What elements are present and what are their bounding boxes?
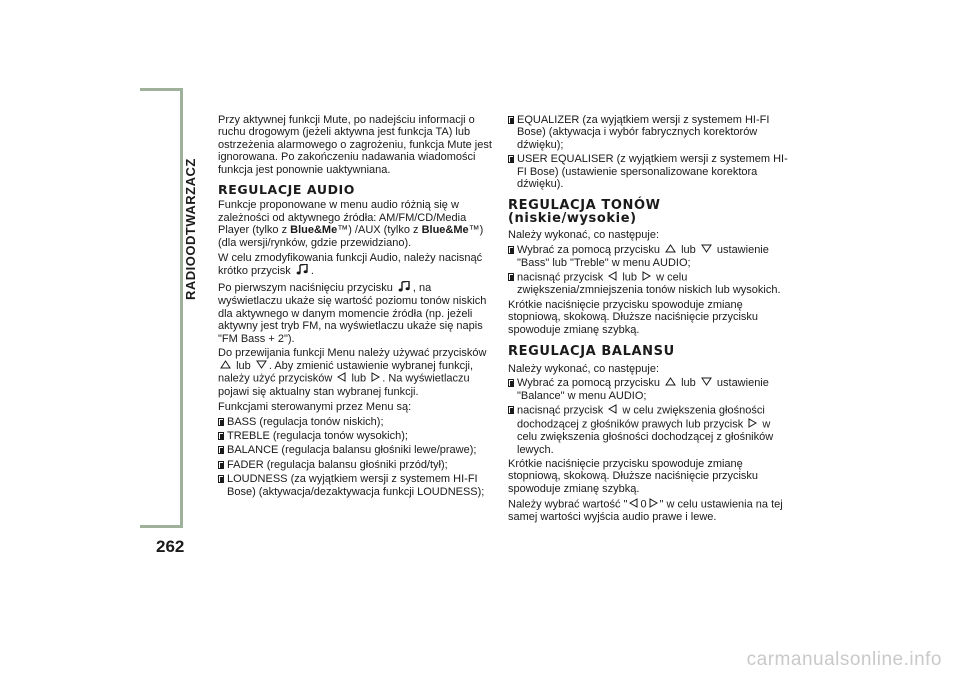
- checkbox-bullet-icon: [218, 475, 224, 483]
- triangle-down-icon: [256, 360, 267, 372]
- list-item: nacisnąć przycisk lub w celu zwiększenia/zmniejszenia tonów niskich lub wysokich.: [508, 271, 788, 297]
- checkbox-bullet-icon: [508, 155, 514, 163]
- triangle-right-icon: [649, 498, 658, 511]
- page-number: 262: [156, 537, 185, 556]
- checkbox-bullet-icon: [508, 273, 514, 281]
- music-note-icon: [398, 281, 411, 295]
- balance-zero-paragraph: Należy wybrać wartość " 0 " w celu ustawienia na tej samej wartości wyjścia audio prawe i lewe.: [508, 498, 783, 524]
- triangle-right-icon: [371, 372, 380, 385]
- heading-balance: REGULACJA BALANSU: [508, 344, 675, 360]
- balance-press-paragraph: Krótkie naciśnięcie przycisku spowoduje zmianę stopniową, skokową. Dłuższe naciśnięcie przycisku spowoduje zmianę szybką.: [508, 457, 759, 495]
- triangle-left-icon: [608, 404, 617, 417]
- list-item: Wybrać za pomocą przycisku lub ustawienie "Bass" lub "Treble" w menu AUDIO;: [508, 244, 788, 269]
- checkbox-bullet-icon: [218, 418, 224, 426]
- left-column: [218, 114, 496, 500]
- triangle-left-icon: [337, 372, 346, 385]
- triangle-up-icon: [665, 244, 676, 256]
- list-item: USER EQUALISER (z wyjątkiem wersji z systemem HI-FI Bose) (ustawienie spersonalizowane korektora dźwięku).: [508, 153, 788, 190]
- checkbox-bullet-icon: [218, 461, 224, 469]
- heading-tone: REGULACJA TONÓW (niskie/wysokie): [508, 198, 661, 226]
- brand-blueandme: Blue&Me: [290, 224, 338, 237]
- sidebar-rule: [180, 88, 183, 528]
- list-item: Wybrać za pomocą przycisku lub ustawienie "Balance" w menu AUDIO;: [508, 377, 788, 402]
- sidebar-rule-top: [140, 88, 183, 91]
- list-item: TREBLE (regulacja tonów wysokich);: [218, 430, 496, 442]
- list-item: nacisnąć przycisk w celu zwiększenia głośności dochodzącej z głośników prawych lub przycisk w celu zwiększenia głośności dochodzącej z głośników lewych.: [508, 404, 788, 456]
- tone-intro: Należy wykonać, co następuje:: [508, 229, 660, 242]
- checkbox-bullet-icon: [508, 379, 514, 387]
- checkbox-bullet-icon: [218, 432, 224, 440]
- triangle-right-icon: [642, 271, 651, 284]
- list-item: LOUDNESS (za wyjątkiem wersji z systemem HI-FI Bose) (aktywacja/dezaktywacja funkcji LOUDNESS);: [218, 473, 496, 498]
- list-item: FADER (regulacja balansu głośniki przód/tył);: [218, 459, 496, 471]
- first-press-paragraph: Po pierwszym naciśnięciu przycisku , na wyświetlaczu ukaże się wartość poziomu tonów niskich dla aktywnego w danym momencie źródła (np. jeżeli aktywny jest tryb FM, na wyświetlaczu ukaże się napis "FM Bass + 2").: [218, 281, 487, 345]
- list-item: EQUALIZER (za wyjątkiem wersji z systemem HI-FI Bose) (aktywacja i wybór fabrycznych korektorów dźwięku);: [508, 114, 788, 151]
- triangle-right-icon: [748, 418, 757, 431]
- music-note-icon: [296, 264, 309, 278]
- checkbox-bullet-icon: [508, 246, 514, 254]
- section-title: RADIOODTWARZACZ: [183, 158, 198, 300]
- checkbox-bullet-icon: [508, 406, 514, 414]
- triangle-left-icon: [629, 498, 638, 511]
- tone-press-paragraph: Krótkie naciśnięcie przycisku spowoduje zmianę stopniową, skokową. Dłuższe naciśnięcie przycisku spowoduje zmianę szybką.: [508, 298, 759, 336]
- sidebar-rule-bottom: [140, 525, 183, 528]
- triangle-up-icon: [220, 360, 231, 372]
- list-item: BALANCE (regulacja balansu głośniki lewe/prawe);: [218, 444, 496, 456]
- balance-intro: Należy wykonać, co następuje:: [508, 362, 660, 375]
- menu-functions-intro: Funkcjami sterowanymi przez Menu są:: [218, 400, 412, 413]
- scroll-menu-paragraph: Do przewijania funkcji Menu należy używać przycisków lub . Aby zmienić ustawienie wybranej funkcji, należy użyć przycisków lub . Na wyświetlaczu pojawi się aktualny stan wybranej funkcji.: [218, 347, 487, 398]
- triangle-down-icon: [701, 244, 712, 256]
- heading-audio: REGULACJE AUDIO: [218, 182, 356, 198]
- right-column: [508, 114, 788, 526]
- triangle-up-icon: [665, 377, 676, 389]
- triangle-down-icon: [701, 377, 712, 389]
- modify-paragraph: W celu zmodyfikowania funkcji Audio, należy nacisnąć krótko przycisk .: [218, 251, 483, 278]
- list-item: BASS (regulacja tonów niskich);: [218, 416, 496, 428]
- triangle-left-icon: [608, 271, 617, 284]
- checkbox-bullet-icon: [218, 446, 224, 454]
- watermark: carmanualsonline.info: [746, 649, 942, 670]
- audio-sources-paragraph: Funkcje proponowane w menu audio różnią się w zależności od aktywnego źródła: AM/FM/CD/Media Player (tylko z Blue&Me™) /AUX (tylko z Blue&Me™) (dla wersji/rynków, gdzie przewidziano).: [218, 199, 484, 249]
- checkbox-bullet-icon: [508, 116, 514, 124]
- brand-blueandme: Blue&Me: [421, 224, 469, 237]
- intro-paragraph: Przy aktywnej funkcji Mute, po nadejściu informacji o ruchu drogowym (jeżeli aktywna jest funkcja TA) lub ostrzeżenia alarmowego o zagrożeniu, funkcja Mute jest ignorowana. Po zakończeniu nadawania wiadomości funkcja jest ponownie uaktywniana.: [218, 114, 492, 176]
